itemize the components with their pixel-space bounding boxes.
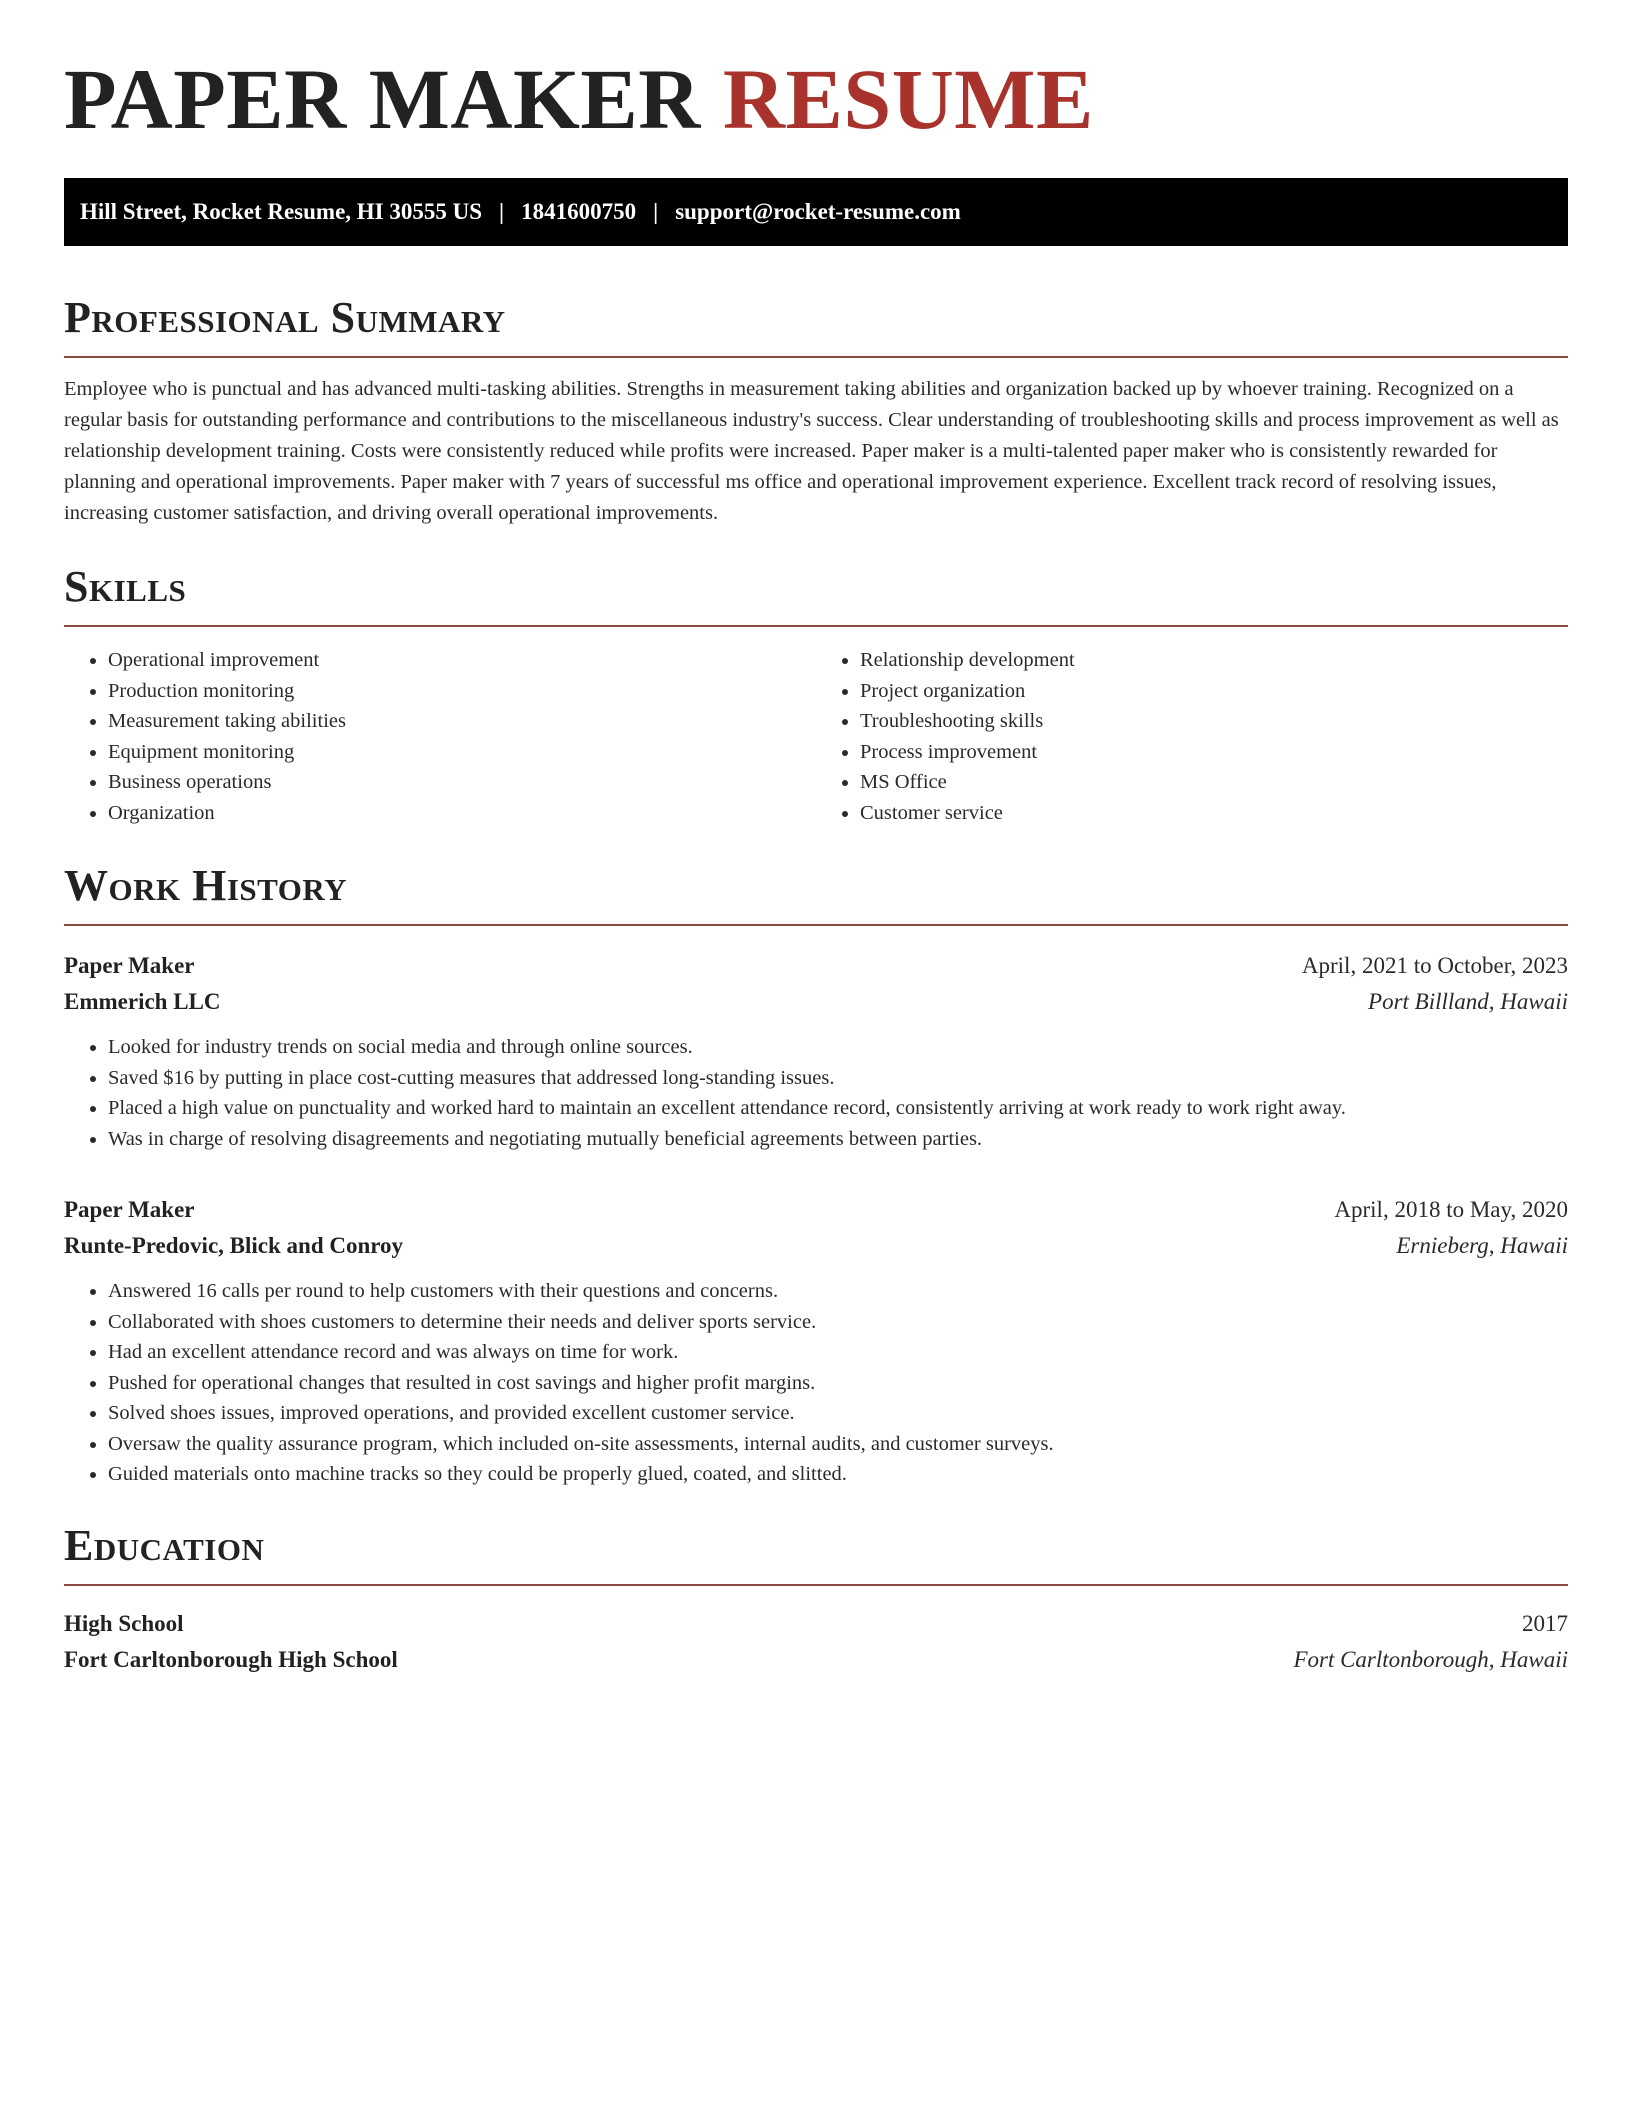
education-section bbox=[64, 1520, 1568, 1678]
skill-item: • Project organization bbox=[860, 676, 1568, 707]
job-title-row bbox=[64, 948, 1568, 984]
title-accent: RESUME bbox=[722, 51, 1094, 147]
skill-item: • Troubleshooting skills bbox=[860, 706, 1568, 737]
work-history-heading: Work History bbox=[64, 861, 348, 910]
contact-address: Hill Street, Rocket Resume, HI 30555 US bbox=[80, 199, 483, 224]
skill-item: • Customer service bbox=[860, 798, 1568, 829]
job-entry bbox=[64, 948, 1568, 1154]
job-duty: • Oversaw the quality assurance program, which included on-site assessments, internal audits, and customer surveys. bbox=[108, 1429, 1568, 1460]
resume-title bbox=[64, 51, 1568, 147]
education-heading: Education bbox=[64, 1520, 265, 1570]
job-location: Port Billland, Hawaii bbox=[1368, 989, 1568, 1014]
job-duty: • Solved shoes issues, improved operations, and provided excellent customer service. bbox=[108, 1398, 1568, 1429]
job-duty: • Pushed for operational changes that resulted in cost savings and higher profit margins. bbox=[108, 1368, 1568, 1399]
contact-email: support@rocket-resume.com bbox=[675, 199, 961, 224]
job-company: Emmerich LLC bbox=[64, 989, 221, 1014]
contact-separator: | bbox=[653, 199, 659, 224]
skill-item: • Organization bbox=[108, 798, 816, 829]
education-location: Fort Carltonborough, Hawaii bbox=[1293, 1646, 1568, 1672]
job-title: Paper Maker bbox=[64, 953, 195, 978]
job-dates: April, 2018 to May, 2020 bbox=[1334, 1197, 1568, 1222]
job-duty: • Collaborated with shoes customers to determine their needs and deliver sports service. bbox=[108, 1307, 1568, 1338]
skill-item: • Process improvement bbox=[860, 737, 1568, 768]
job-duty: • Had an excellent attendance record and was always on time for work. bbox=[108, 1337, 1568, 1368]
contact-separator: | bbox=[499, 199, 505, 224]
skills-heading: Skills bbox=[64, 562, 187, 611]
education-degree: High School bbox=[64, 1610, 184, 1636]
section-divider bbox=[64, 1584, 1568, 1586]
work-history-section bbox=[64, 861, 1568, 1490]
section-divider bbox=[64, 356, 1568, 358]
skill-item: • Operational improvement bbox=[108, 645, 816, 676]
contact-bar bbox=[64, 178, 1568, 246]
summary-text: Employee who is punctual and has advanced multi-tasking abilities. Strengths in measurement taking abilities and organization backed up by whoever training. Recognized on a regular basis for outstanding performance and contributions to the miscellaneous industry's success. Clear understanding of troubleshooting skills and process improvement as well as relationship development training. Costs were consistently reduced while profits were increased. Paper maker is a multi-talented paper maker who is consistently rewarded for planning and operational improvements. Paper maker with 7 years of successful ms office and operational improvement experience. Excellent track record of resolving issues, increasing customer satisfaction, and driving overall operational improvements. bbox=[64, 378, 1559, 524]
education-school: Fort Carltonborough High School bbox=[64, 1646, 398, 1672]
skills-list-left bbox=[64, 645, 816, 828]
skill-item: • Production monitoring bbox=[108, 676, 816, 707]
job-duty: • Was in charge of resolving disagreements and negotiating mutually beneficial agreements between parties. bbox=[108, 1124, 1568, 1155]
job-title-row bbox=[64, 1192, 1568, 1228]
job-dates: April, 2021 to October, 2023 bbox=[1301, 953, 1568, 978]
skill-item: • MS Office bbox=[860, 767, 1568, 798]
education-degree-row bbox=[64, 1606, 1568, 1642]
skill-item: • Relationship development bbox=[860, 645, 1568, 676]
job-title: Paper Maker bbox=[64, 1197, 195, 1222]
skills-list-right bbox=[816, 645, 1568, 828]
skills-columns bbox=[64, 645, 1568, 828]
summary-section bbox=[64, 293, 1568, 529]
job-company-row bbox=[64, 984, 1568, 1020]
job-company: Runte-Predovic, Blick and Conroy bbox=[64, 1233, 404, 1258]
job-duty: • Looked for industry trends on social media and through online sources. bbox=[108, 1032, 1568, 1063]
skill-item: • Equipment monitoring bbox=[108, 737, 816, 768]
education-school-row bbox=[64, 1642, 1568, 1678]
summary-heading: Professional Summary bbox=[64, 293, 506, 342]
contact-phone: 1841600750 bbox=[521, 199, 637, 224]
job-company-row bbox=[64, 1228, 1568, 1264]
education-year: 2017 bbox=[1522, 1610, 1568, 1636]
skills-section bbox=[64, 562, 1568, 828]
title-main: PAPER MAKER bbox=[64, 51, 701, 147]
skill-item: • Measurement taking abilities bbox=[108, 706, 816, 737]
job-duties bbox=[64, 1276, 1568, 1490]
job-duty: • Guided materials onto machine tracks so they could be properly glued, coated, and slitted. bbox=[108, 1459, 1568, 1490]
job-entry bbox=[64, 1192, 1568, 1490]
education-entry bbox=[64, 1606, 1568, 1678]
section-divider bbox=[64, 924, 1568, 926]
job-duty: • Placed a high value on punctuality and worked hard to maintain an excellent attendance record, consistently arriving at work ready to work right away. bbox=[108, 1093, 1568, 1124]
job-duty: • Answered 16 calls per round to help customers with their questions and concerns. bbox=[108, 1276, 1568, 1307]
job-duty: • Saved $16 by putting in place cost-cutting measures that addressed long-standing issues. bbox=[108, 1063, 1568, 1094]
job-location: Ernieberg, Hawaii bbox=[1396, 1233, 1568, 1258]
job-duties bbox=[64, 1032, 1568, 1154]
section-divider bbox=[64, 625, 1568, 627]
skill-item: • Business operations bbox=[108, 767, 816, 798]
